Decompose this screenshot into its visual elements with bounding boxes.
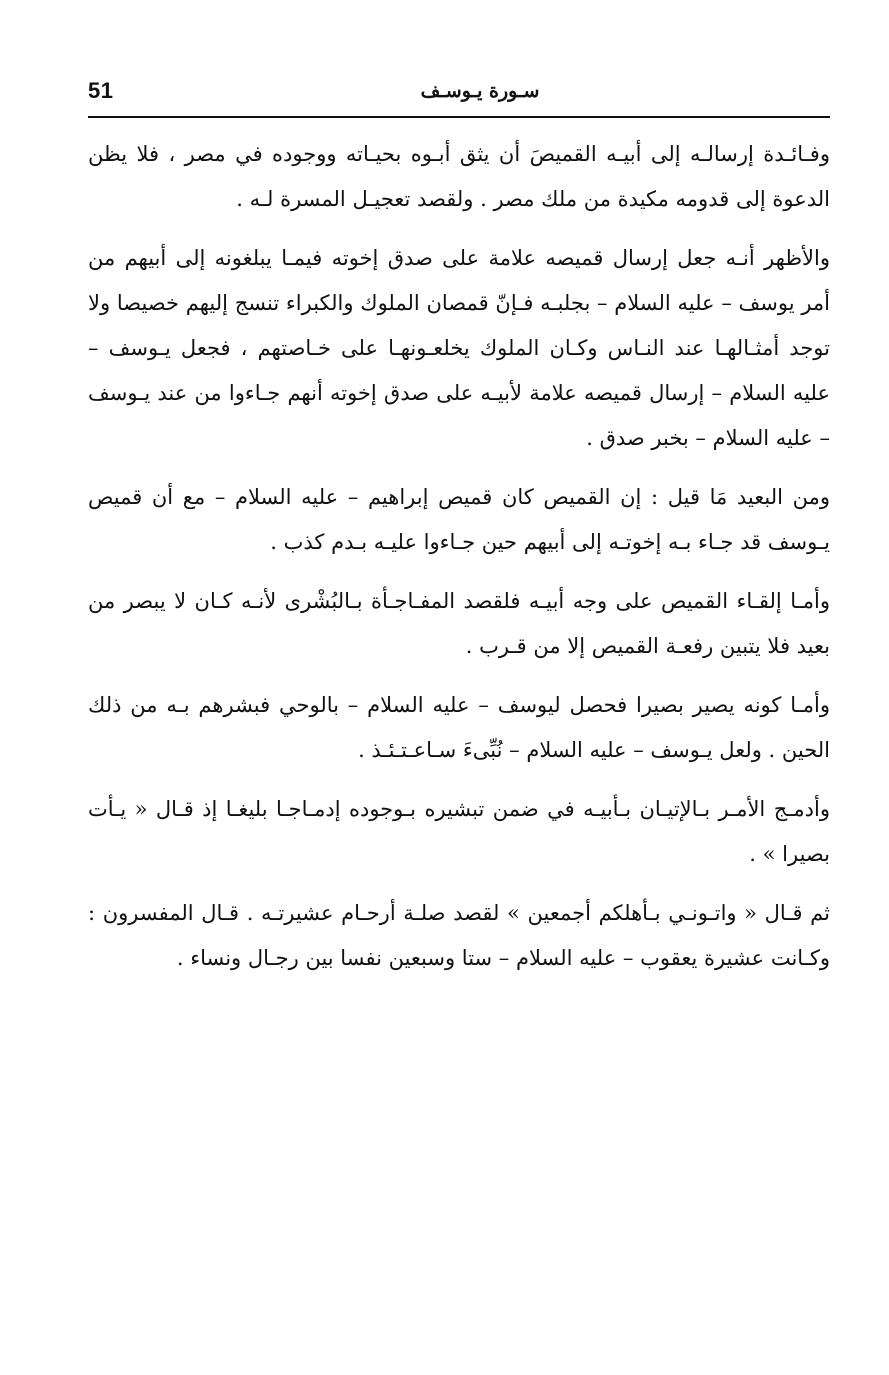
body-text xyxy=(88,132,830,995)
header-rule xyxy=(88,116,830,118)
page-number: 51 xyxy=(88,78,114,103)
paragraph-1: وفـائـدة إرسالـه إلى أبيـه القميصَ أن يثق أبـوه بحيـاته ووجوده في مصر ، فلا يظن الدعوة إلى قدومه مكيدة من ملك مصر . ولقصد تعجيـل المسرة لـه . xyxy=(88,142,830,211)
paragraph-2: والأظهر أنـه جعل إرسال قميصه علامة على صدق إخوته فيمـا يبلغونه إلى أبيهم من أمر يوسف – عليه السلام – بجلبـه فـإنّ قمصان الملوك والكبراء تنسج إليهم خصيصا ولا توجد أمثـالهـا عند النـاس وكـان الملوك يخلعـونهـا على خـاصتهم ، فجعل يـوسف – عليه السلام – إرسال قميصه علامة لأبيـه على صدق إخوته أنهم جـاءوا من عند يـوسف – عليه السلام – بخبر صدق . xyxy=(88,246,830,450)
running-title: سـورة يـوسـف xyxy=(420,80,540,102)
paragraph-5: وأمـا كونه يصير بصيرا فحصل ليوسف – عليه السلام – بالوحي فبشرهم بـه من ذلك الحين . ولعل يـوسف – عليه السلام – نُبِّىءَ سـاعـتـئـذ . xyxy=(88,693,830,762)
paragraph-6: وأدمـج الأمـر بـالإتيـان بـأبيـه في ضمن تبشيره بـوجوده إدمـاجـا بليغـا إذ قـال « يـأت بصيرا » . xyxy=(88,797,830,866)
paragraph-3: ومن البعيد مَا قيل : إن القميص كان قميص إبراهيم – عليه السلام – مع أن قميص يـوسف قد جـاء بـه إخوتـه إلى أبيهم حين جـاءوا عليـه بـدم كذب . xyxy=(88,485,830,554)
paragraph-4: وأمـا إلقـاء القميص على وجه أبيـه فلقصد المفـاجـأة بـالبُشْرى لأنـه كـان لا يبصر من بعيد فلا يتبين رفعـة القميص إلا من قـرب . xyxy=(88,589,830,658)
paragraph-7: ثم قـال « واتـونـي بـأهلكم أجمعين » لقصد صلـة أرحـام عشيرتـه . قـال المفسرون : وكـانت عشيرة يعقوب – عليه السلام – ستا وسبعين نفسا بين رجـال ونساء . xyxy=(88,901,830,970)
